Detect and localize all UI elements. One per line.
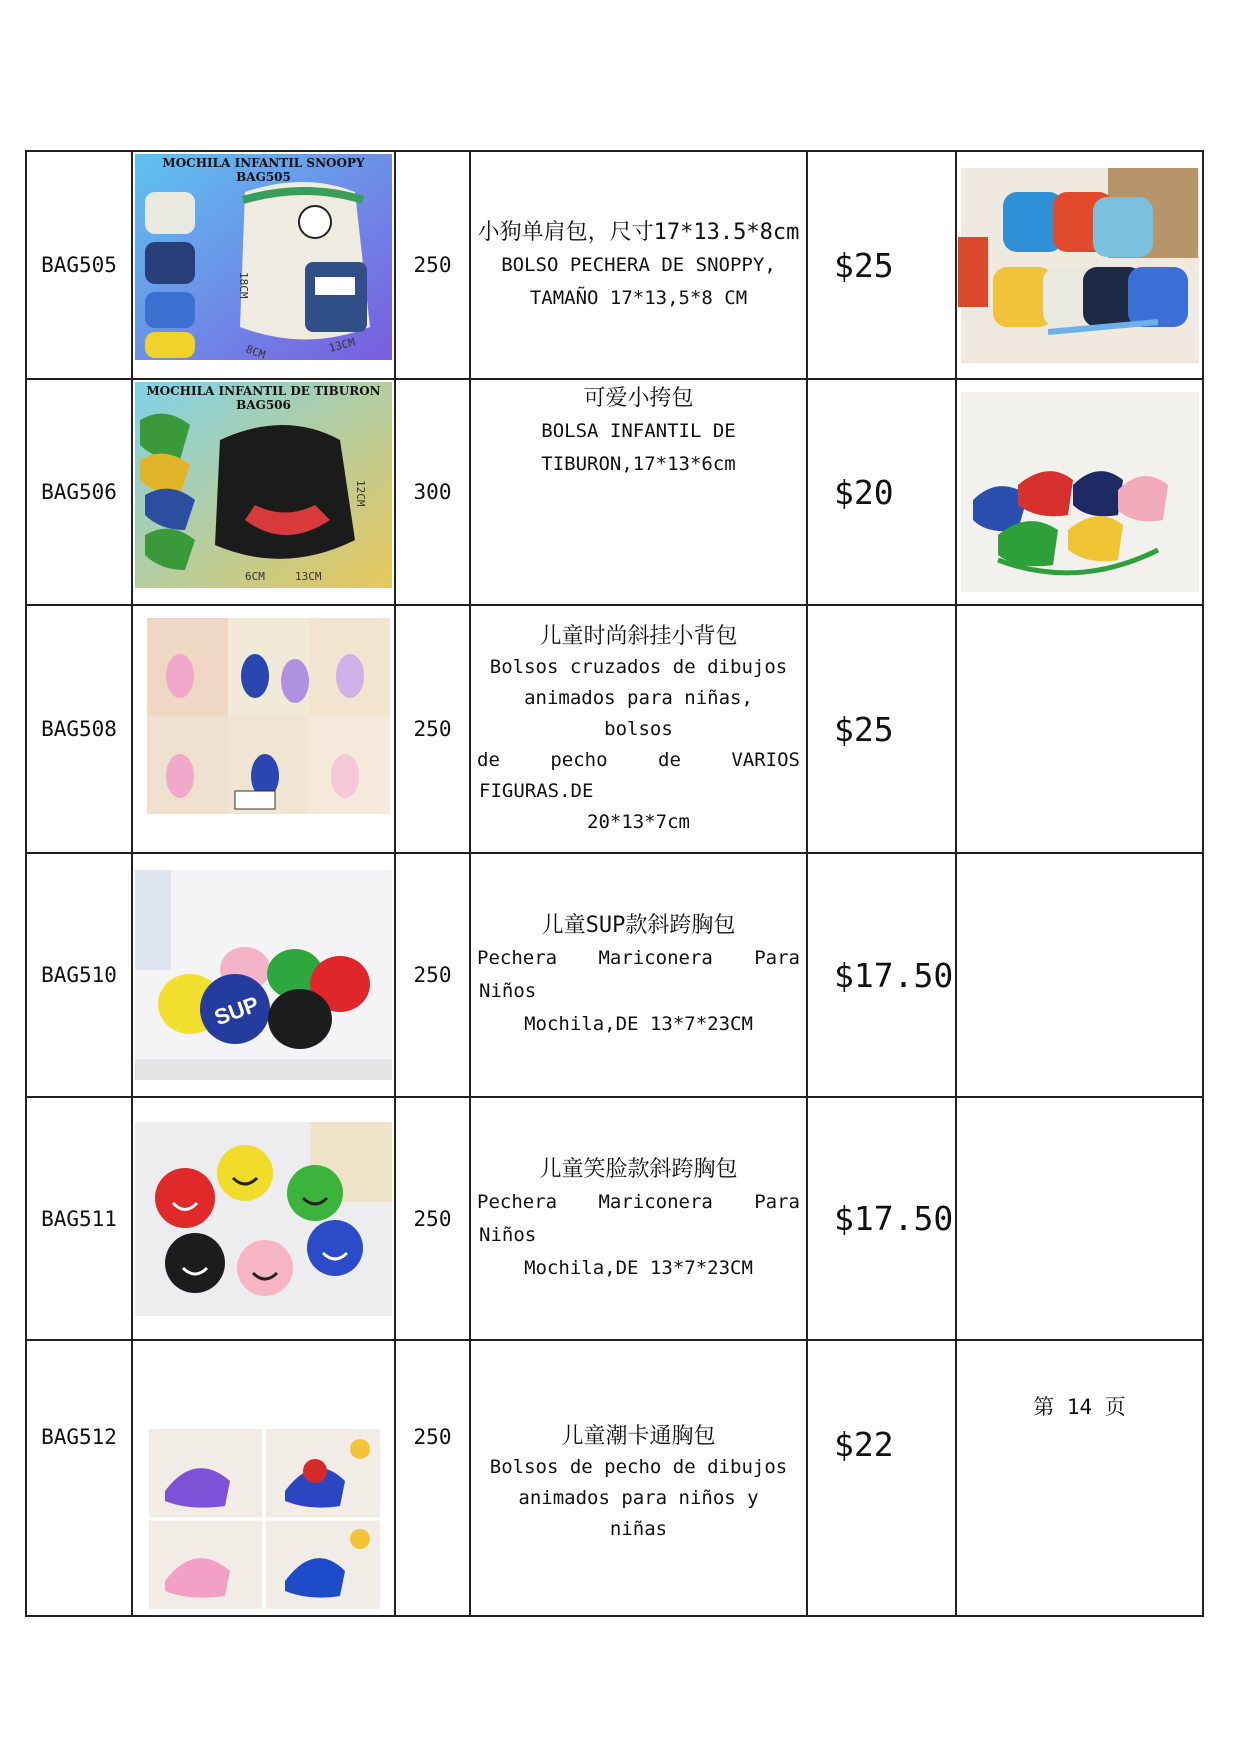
- product-description: 儿童潮卡通胸包 Bolsos de pecho de dibujos animados para niños y niñas: [470, 1340, 807, 1616]
- product-image: [132, 151, 395, 379]
- product-code: BAG511: [26, 1097, 132, 1340]
- product-quantity: 250: [395, 151, 470, 379]
- product-quantity: 250: [395, 605, 470, 853]
- product-image: [132, 1097, 395, 1340]
- empty-photo-cell: [956, 605, 1203, 853]
- product-price: $20: [807, 379, 956, 605]
- product-description: 儿童SUP款斜跨胸包 Pechera Mariconera Para Niños Mochila,DE 13*7*23CM: [470, 853, 807, 1097]
- cartoon-bags-grid-image: [135, 606, 394, 852]
- product-quantity: 250: [395, 1097, 470, 1340]
- table-row: [26, 151, 1203, 379]
- sup-bags-image: [135, 854, 394, 1096]
- product-quantity: 250: [395, 853, 470, 1097]
- empty-photo-cell: [956, 1097, 1203, 1340]
- product-photo: [956, 379, 1203, 605]
- cartoon-chest-bags-image: [135, 1341, 394, 1615]
- smiley-bags-image: [135, 1098, 394, 1339]
- table-row: [26, 1097, 1203, 1340]
- image-title-band: [137, 384, 390, 414]
- product-code: BAG508: [26, 605, 132, 853]
- dim-depth: 6CM: [245, 570, 265, 583]
- shark-photo: [958, 380, 1203, 604]
- dim-height: 12CM: [354, 480, 367, 507]
- product-image: [132, 379, 395, 605]
- product-quantity: 300: [395, 379, 470, 605]
- product-quantity: 250: [395, 1340, 470, 1616]
- snoopy-photo: [958, 152, 1203, 378]
- product-price: $17.50: [807, 853, 956, 1097]
- product-image: [132, 605, 395, 853]
- product-description: 可爱小挎包 BOLSA INFANTIL DE TIBURON,17*13*6cm: [470, 379, 807, 605]
- product-table: [25, 150, 1204, 1617]
- table-row: [26, 379, 1203, 605]
- page-number: 第 14 页: [956, 1340, 1203, 1616]
- empty-photo-cell: [956, 853, 1203, 1097]
- dim-depth: 8CM: [243, 342, 268, 362]
- image-code: BAG505: [236, 170, 291, 184]
- table-row: [26, 1340, 1203, 1616]
- image-code: BAG506: [236, 398, 291, 412]
- product-code: BAG512: [26, 1340, 132, 1616]
- product-price: $25: [807, 605, 956, 853]
- dim-width: 13CM: [295, 570, 322, 583]
- product-code: BAG505: [26, 151, 132, 379]
- product-price: $25: [807, 151, 956, 379]
- table-row: [26, 605, 1203, 853]
- product-code: BAG510: [26, 853, 132, 1097]
- product-description: 小狗单肩包，尺寸17*13.5*8cm BOLSO PECHERA DE SNOPPY, TAMAÑO 17*13,5*8 CM: [470, 151, 807, 379]
- svg-text:SUP: SUP: [211, 991, 263, 1031]
- dim-height: 18CM: [237, 272, 250, 299]
- product-description: 儿童时尚斜挂小背包 Bolsos cruzados de dibujos animados para niñas, bolsos de pecho de VARIOS FIGURAS.DE 20*13*7cm: [470, 605, 807, 853]
- image-title: MOCHILA INFANTIL DE TIBURON: [146, 384, 381, 398]
- table-row: [26, 853, 1203, 1097]
- product-code: BAG506: [26, 379, 132, 605]
- product-image: [132, 1340, 395, 1616]
- product-image: [132, 853, 395, 1097]
- product-price: $22: [807, 1340, 956, 1616]
- dim-width: 13CM: [327, 335, 357, 355]
- image-title-band: [137, 156, 390, 186]
- product-price: $17.50: [807, 1097, 956, 1340]
- product-photo: [956, 151, 1203, 379]
- image-title: MOCHILA INFANTIL SNOOPY: [162, 156, 365, 170]
- product-description: 儿童笑脸款斜跨胸包 Pechera Mariconera Para Niños Mochila,DE 13*7*23CM: [470, 1097, 807, 1340]
